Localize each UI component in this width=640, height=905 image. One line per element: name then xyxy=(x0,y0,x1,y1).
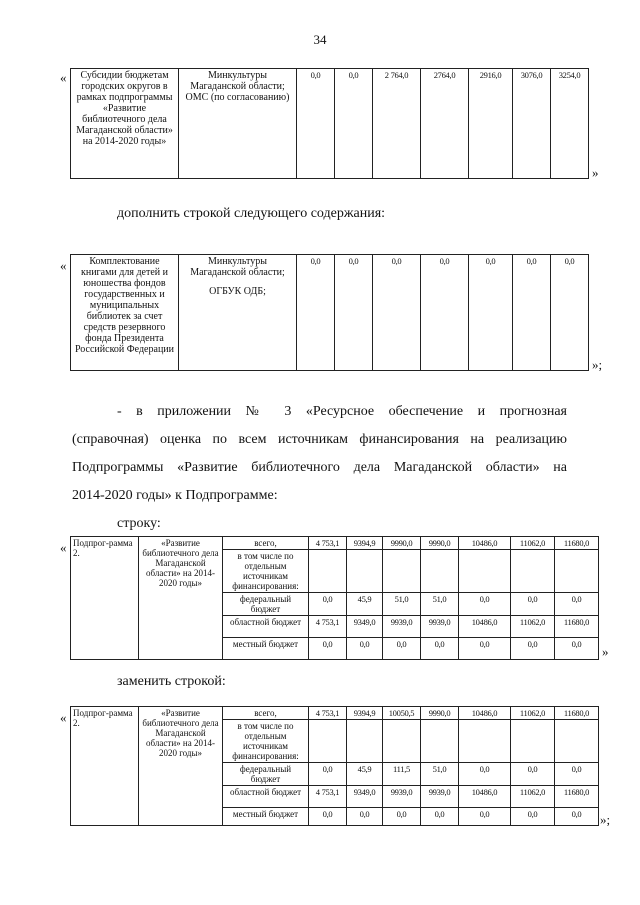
value-cell: 3254,0 xyxy=(551,69,589,179)
value-cell: 0,0 xyxy=(459,763,511,786)
value-cell: 45,9 xyxy=(347,763,383,786)
table-old-row xyxy=(70,536,599,660)
row-label: областной бюджет xyxy=(223,786,309,808)
page-number: 34 xyxy=(313,32,327,47)
row-label: всего, xyxy=(223,537,309,550)
value-cell: 4 753,1 xyxy=(309,707,347,720)
value-cell: 4 753,1 xyxy=(309,786,347,808)
value-cell: 9939,0 xyxy=(383,616,421,638)
value-cell: 9939,0 xyxy=(421,786,459,808)
value-cell: 2764,0 xyxy=(421,69,469,179)
value-cell: 0,0 xyxy=(347,808,383,826)
value-cell: 0,0 xyxy=(297,69,335,179)
value-cell: 3076,0 xyxy=(513,69,551,179)
row-label: всего, xyxy=(223,707,309,720)
close-quote: »; xyxy=(592,357,603,372)
value-cell xyxy=(511,720,555,763)
row-label: местный бюджет xyxy=(223,808,309,826)
value-cell: 10486,0 xyxy=(459,537,511,550)
value-cell: 0,0 xyxy=(309,763,347,786)
value-cell: 0,0 xyxy=(555,638,599,660)
value-cell: 0,0 xyxy=(309,808,347,826)
value-cell: 45,9 xyxy=(347,593,383,616)
value-cell: 11062,0 xyxy=(511,786,555,808)
value-cell xyxy=(459,550,511,593)
value-cell: 0,0 xyxy=(373,255,421,371)
value-cell: 0,0 xyxy=(297,255,335,371)
open-quote: « xyxy=(60,710,67,725)
value-cell: 10486,0 xyxy=(459,707,511,720)
label-replace: заменить строкой: xyxy=(117,674,226,689)
value-cell: 51,0 xyxy=(383,593,421,616)
value-cell: 0,0 xyxy=(511,763,555,786)
paragraph-line: Подпрограммы «Развитие библиотечного дела Магаданской области» на xyxy=(72,460,567,475)
paragraph-line: (справочная) оценка по всем источникам финансирования на реализацию xyxy=(72,432,567,447)
value-cell: 10486,0 xyxy=(459,786,511,808)
row-executor: Минкультуры Магаданской области; ОМС (по согласованию) xyxy=(179,69,297,179)
row-label: в том числе по отдельным источникам финансирования: xyxy=(223,720,309,763)
program-cell: Подпрог-рамма 2. xyxy=(71,537,139,660)
value-cell xyxy=(421,720,459,763)
value-cell: 0,0 xyxy=(309,593,347,616)
value-cell: 0,0 xyxy=(511,593,555,616)
value-cell xyxy=(383,720,421,763)
value-cell: 4 753,1 xyxy=(309,537,347,550)
value-cell: 0,0 xyxy=(459,638,511,660)
executor-line: Минкультуры Магаданской области; xyxy=(190,256,285,278)
value-cell: 0,0 xyxy=(459,808,511,826)
value-cell: 11680,0 xyxy=(555,786,599,808)
value-cell: 11680,0 xyxy=(555,537,599,550)
value-cell: 0,0 xyxy=(551,255,589,371)
table-new-row xyxy=(70,706,599,826)
value-cell: 9939,0 xyxy=(383,786,421,808)
close-quote: »; xyxy=(600,812,611,827)
value-cell xyxy=(421,550,459,593)
value-cell: 9394,9 xyxy=(347,707,383,720)
value-cell xyxy=(309,550,347,593)
row-executor xyxy=(179,255,297,371)
value-cell: 4 753,1 xyxy=(309,616,347,638)
value-cell: 0,0 xyxy=(383,638,421,660)
row-label: федеральный бюджет xyxy=(223,763,309,786)
value-cell: 0,0 xyxy=(421,638,459,660)
row-name: Комплектование книгами для детей и юношества фондов государственных и муниципальных библиотек за счет средств резервного фонда Президента Российской Федерации xyxy=(71,255,179,371)
value-cell: 9990,0 xyxy=(383,537,421,550)
value-cell: 9349,0 xyxy=(347,616,383,638)
value-cell: 0,0 xyxy=(459,593,511,616)
value-cell: 0,0 xyxy=(555,593,599,616)
executor-line: ОГБУК ОДБ; xyxy=(209,286,266,297)
table-subsidies xyxy=(70,68,589,179)
open-quote: « xyxy=(60,540,67,555)
value-cell: 0,0 xyxy=(421,808,459,826)
close-quote: » xyxy=(602,644,609,659)
value-cell: 0,0 xyxy=(335,255,373,371)
value-cell: 11062,0 xyxy=(511,616,555,638)
value-cell: 51,0 xyxy=(421,763,459,786)
value-cell: 9990,0 xyxy=(421,537,459,550)
row-label: федеральный бюджет xyxy=(223,593,309,616)
open-quote: « xyxy=(60,70,67,85)
value-cell: 2916,0 xyxy=(469,69,513,179)
program-cell: Подпрог-рамма 2. xyxy=(71,707,139,826)
value-cell: 0,0 xyxy=(469,255,513,371)
value-cell xyxy=(555,550,599,593)
value-cell: 0,0 xyxy=(335,69,373,179)
value-cell: 0,0 xyxy=(309,638,347,660)
value-cell: 11680,0 xyxy=(555,616,599,638)
value-cell: 11062,0 xyxy=(511,537,555,550)
label-row: строку: xyxy=(117,516,161,531)
value-cell: 9349,0 xyxy=(347,786,383,808)
value-cell: 2 764,0 xyxy=(373,69,421,179)
value-cell: 0,0 xyxy=(421,255,469,371)
paragraph-line: 2014-2020 годы» к Подпрограмме: xyxy=(72,488,278,503)
value-cell xyxy=(459,720,511,763)
row-name: Субсидии бюджетам городских округов в рамках подпрограммы «Развитие библиотечного дела Магаданской области» на 2014-2020 годы» xyxy=(71,69,179,179)
value-cell: 0,0 xyxy=(511,808,555,826)
row-label: местный бюджет xyxy=(223,638,309,660)
value-cell xyxy=(511,550,555,593)
value-cell: 51,0 xyxy=(421,593,459,616)
value-cell: 9394,9 xyxy=(347,537,383,550)
row-label: в том числе по отдельным источникам финансирования: xyxy=(223,550,309,593)
value-cell xyxy=(347,720,383,763)
value-cell: 111,5 xyxy=(383,763,421,786)
value-cell: 11062,0 xyxy=(511,707,555,720)
value-cell xyxy=(555,720,599,763)
paragraph-line: - в приложении № 3 «Ресурсное обеспечение и прогнозная xyxy=(117,404,567,419)
open-quote: « xyxy=(60,258,67,273)
close-quote: » xyxy=(592,165,599,180)
program-name: «Развитие библиотечного дела Магаданской области» на 2014-2020 годы» xyxy=(139,707,223,826)
value-cell xyxy=(309,720,347,763)
value-cell: 9939,0 xyxy=(421,616,459,638)
value-cell: 0,0 xyxy=(555,808,599,826)
table-book-acquisition xyxy=(70,254,589,371)
value-cell: 10050,5 xyxy=(383,707,421,720)
row-label: областной бюджет xyxy=(223,616,309,638)
value-cell xyxy=(347,550,383,593)
value-cell: 0,0 xyxy=(347,638,383,660)
value-cell: 10486,0 xyxy=(459,616,511,638)
paragraph-add-row: дополнить строкой следующего содержания: xyxy=(117,206,386,221)
value-cell: 0,0 xyxy=(383,808,421,826)
value-cell: 11680,0 xyxy=(555,707,599,720)
value-cell xyxy=(383,550,421,593)
value-cell: 0,0 xyxy=(513,255,551,371)
value-cell: 9990,0 xyxy=(421,707,459,720)
value-cell: 0,0 xyxy=(555,763,599,786)
program-name: «Развитие библиотечного дела Магаданской области» на 2014-2020 годы» xyxy=(139,537,223,660)
value-cell: 0,0 xyxy=(511,638,555,660)
